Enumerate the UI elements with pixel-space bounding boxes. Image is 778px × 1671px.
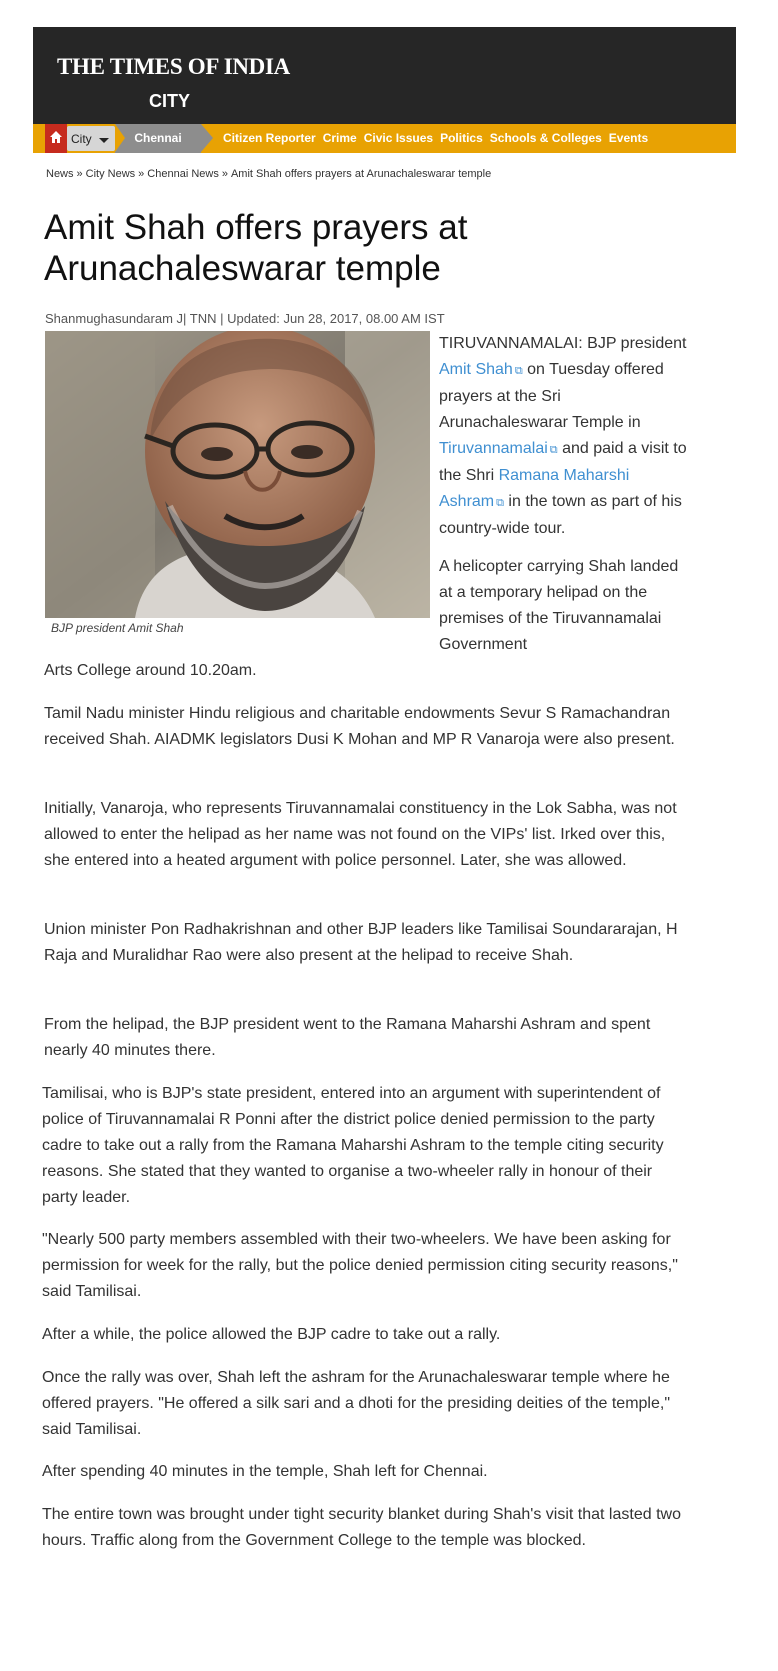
nav-current-city[interactable] (115, 124, 201, 153)
city-nav-bar (33, 124, 736, 153)
article-paragraph: After spending 40 minutes in the temple, Shah left for Chennai. (42, 1463, 488, 1480)
breadcrumb-chennai-news[interactable]: Chennai News (147, 168, 219, 180)
city-dropdown-label: City (71, 132, 92, 146)
article-paragraph: "Nearly 500 party members assembled with their two-wheelers. We have been asking for permission for week for the rally, but the police denied permission citing security reasons," said Tamilisai. (42, 1231, 678, 1300)
nav-link-crime[interactable]: Crime (322, 131, 357, 145)
article-paragraph: Union minister Pon Radhakrishnan and other BJP leaders like Tamilisai Soundararajan, H Raja and Muralidhar Rao were also present at the helipad to receive Shah. (44, 921, 678, 964)
article-paragraph: Tamilisai, who is BJP's state president, entered into an argument with superintendent of police of Tiruvannamalai R Ponni after the district police denied permission to the party cadre to take out a rally from the Ramana Maharshi Ashram to the temple citing security reasons. She stated that they wanted to organise a two-wheeler rally in honour of their party leader. (42, 1085, 664, 1206)
article-paragraph: The entire town was brought under tight security blanket during Shah's visit that lasted two hours. Traffic along from the Government College to the temple was blocked. (42, 1506, 681, 1549)
tab-arrow (201, 124, 213, 152)
article-photo (45, 331, 430, 618)
nav-link-civic-issues[interactable]: Civic Issues (363, 131, 434, 145)
city-dropdown[interactable] (67, 126, 115, 151)
site-logo[interactable]: THE TIMES OF INDIA (57, 54, 290, 79)
breadcrumb-separator: » (221, 168, 228, 180)
paragraph-text: and paid a visit to the Shri (439, 440, 687, 484)
portrait-illustration (45, 331, 430, 618)
paragraph-text: on Tuesday offered prayers at the Sri Arunachaleswarar Temple in (439, 361, 664, 431)
home-button[interactable] (45, 124, 67, 153)
nav-link-politics[interactable]: Politics (440, 131, 483, 145)
article-paragraph: Once the rally was over, Shah left the ashram for the Arunachaleswarar temple where he offered prayers. "He offered a silk sari and a dhoti for the presiding deities of the temple," said Tamilisai. (42, 1369, 671, 1438)
article-paragraph: Initially, Vanaroja, who represents Tiruvannamalai constituency in the Lok Sabha, was not allowed to enter the helipad as her name was not found on the VIPs' list. Irked over this, she entered into a heated argument with police personnel. Later, she was allowed. (44, 800, 677, 869)
current-city-label: Chennai (134, 131, 182, 145)
breadcrumb-separator: » (76, 168, 83, 180)
external-link-icon: ⧉ (514, 365, 523, 377)
chevron-down-icon (99, 138, 109, 143)
article-title: Amit Shah offers prayers at Arunachaleswarar temple (44, 208, 468, 288)
article-byline: Shanmughasundaram J| TNN | Updated: Jun 28, 2017, 08.00 AM IST (45, 311, 445, 326)
breadcrumb-city-news[interactable]: City News (85, 168, 136, 180)
article-paragraph-1 (439, 331, 689, 542)
article-paragraph-2a: A helicopter carrying Shah landed at a temporary helipad on the premises of the Tiruvannamalai Government (439, 558, 679, 653)
article-paragraph: From the helipad, the BJP president went to the Ramana Maharshi Ashram and spent nearly 40 minutes there. (44, 1016, 651, 1059)
link-tiruvannamalai[interactable]: Tiruvannamalai (439, 440, 548, 457)
link-ramana-maharshi-ashram[interactable]: Ramana Maharshi Ashram (439, 467, 630, 510)
external-link-icon: ⧉ (496, 497, 504, 509)
external-link-icon: ⧉ (549, 444, 558, 456)
section-title[interactable]: CITY (149, 91, 191, 111)
breadcrumb (46, 168, 491, 180)
paragraph-text: in the town as part of his country-wide tour. (439, 493, 682, 537)
nav-link-schools-colleges[interactable]: Schools & Colleges (489, 131, 602, 145)
breadcrumb-separator: » (138, 168, 145, 180)
photo-caption: BJP president Amit Shah (51, 621, 184, 635)
article-paragraph-2b: Arts College around 10.20am. (44, 662, 257, 679)
home-icon (49, 130, 63, 144)
breadcrumb-current: Amit Shah offers prayers at Arunachaleswarar temple (230, 168, 492, 180)
article-paragraph: After a while, the police allowed the BJP cadre to take out a rally. (42, 1326, 501, 1343)
nav-link-events[interactable]: Events (608, 131, 649, 145)
nav-links (223, 131, 648, 145)
nav-link-citizen-reporter[interactable]: Citizen Reporter (223, 131, 316, 145)
breadcrumb-news[interactable]: News (46, 168, 74, 180)
paragraph-text: TIRUVANNAMALAI: BJP president (439, 335, 687, 352)
link-amit-shah[interactable]: Amit Shah (439, 361, 513, 378)
masthead (33, 27, 736, 124)
article-paragraph: Tamil Nadu minister Hindu religious and charitable endowments Sevur S Ramachandran received Shah. AIADMK legislators Dusi K Mohan and MP R Vanaroja were also present. (44, 705, 675, 748)
